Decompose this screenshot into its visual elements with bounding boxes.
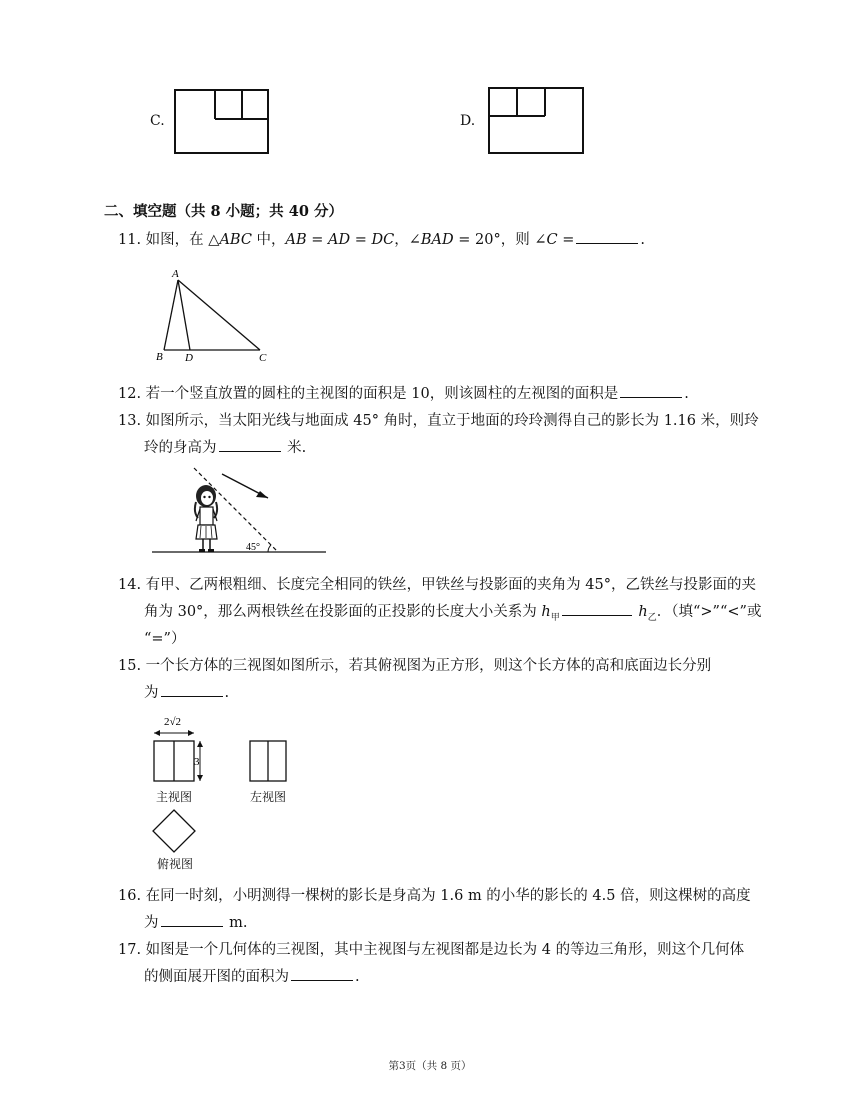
option-d-figure xyxy=(486,86,586,156)
q11-label-c: C xyxy=(259,352,267,364)
q14-sub-jia: 甲 xyxy=(550,612,560,623)
q15-line2b: . xyxy=(224,685,230,701)
q16-line2b: m. xyxy=(224,915,248,931)
q15-left-label: 左视图 xyxy=(250,790,287,804)
q11-condition: AB = AD = DC xyxy=(285,232,395,248)
q15-front-label: 主视图 xyxy=(156,790,193,804)
q11-text-d: = 20°，则 ∠ xyxy=(453,232,547,248)
q14-h2: h xyxy=(638,604,648,620)
q11-text-e: = xyxy=(557,232,575,248)
question-16 xyxy=(118,883,768,910)
question-11 xyxy=(118,227,768,254)
question-14 xyxy=(118,572,768,599)
q12-end: . xyxy=(684,386,689,402)
q13-line2a: 玲的身高为 xyxy=(144,440,217,456)
question-16-cont xyxy=(144,910,768,937)
q15-number: 15. xyxy=(118,658,142,674)
page-footer: 第3页（共 8 页） xyxy=(388,1060,472,1072)
q17-line1: 如图是一个几何体的三视图，其中主视图与左视图都是边长为 4 的等边三角形，则这个几何体 xyxy=(145,942,745,958)
q16-line1: 在同一时刻，小明测得一棵树的影长是身高为 1.6 m 的小华的影长的 4.5 倍，则这棵树的高度 xyxy=(145,888,751,904)
q14-number: 14. xyxy=(118,577,142,593)
question-17-cont xyxy=(144,964,768,991)
q16-line2a: 为 xyxy=(144,915,159,931)
q12-number: 12. xyxy=(118,386,142,402)
question-15-cont xyxy=(144,680,768,707)
q17-line2b: . xyxy=(355,969,360,985)
question-13-cont xyxy=(144,435,768,462)
question-17 xyxy=(118,937,768,964)
question-13 xyxy=(118,408,768,435)
q17-answer-blank[interactable] xyxy=(291,965,353,981)
q14-line3: “=”） xyxy=(144,631,186,647)
q14-line1: 有甲、乙两根粗细、长度完全相同的铁丝，甲铁丝与投影面的夹角为 45°，乙铁丝与投影面的夹 xyxy=(145,577,756,593)
q11-triangle: ABC xyxy=(219,232,252,248)
q11-text-a: 如图，在 △ xyxy=(145,232,220,248)
q15-dim-side: 3 xyxy=(194,756,200,768)
q12-text: 若一个竖直放置的圆柱的主视图的面积是 10，则该圆柱的左视图的面积是 xyxy=(145,386,619,402)
question-15 xyxy=(118,653,768,680)
q11-text-b: 中， xyxy=(251,232,286,248)
q11-label-b: B xyxy=(156,351,163,363)
q15-three-views-top xyxy=(148,712,308,792)
q11-label-a: A xyxy=(172,268,179,280)
q13-sunlight-figure xyxy=(150,466,330,558)
q17-line2a: 的侧面展开图的面积为 xyxy=(144,969,289,985)
question-14-cont2 xyxy=(144,626,768,653)
q11-angle-c: C xyxy=(546,232,558,248)
q13-line1: 如图所示，当太阳光线与地面成 45° 角时，直立于地面的玲玲测得自己的影长为 1.16 米，则玲 xyxy=(145,413,759,429)
q13-angle-label: 45° xyxy=(246,542,260,553)
option-c-label: C. xyxy=(150,113,165,129)
q11-text-c: ，∠ xyxy=(394,232,421,248)
q15-top-label: 俯视图 xyxy=(157,857,194,871)
q16-number: 16. xyxy=(118,888,142,904)
option-c-figure xyxy=(172,88,272,156)
q14-line2a: 角为 30°，那么两根铁丝在投影面的正投影的长度大小关系为 xyxy=(144,604,542,620)
q15-answer-blank[interactable] xyxy=(161,681,223,697)
section-title: 二、填空题（共 8 小题；共 40 分） xyxy=(104,203,343,220)
q14-sub-yi: 乙 xyxy=(647,612,657,623)
q11-number: 11. xyxy=(118,232,142,248)
q14-h1: h xyxy=(541,604,551,620)
q11-label-d: D xyxy=(185,352,193,364)
option-d-label: D. xyxy=(460,113,476,129)
q12-answer-blank[interactable] xyxy=(620,382,682,398)
q16-answer-blank[interactable] xyxy=(161,911,223,927)
q14-line2b: ．（填“>”“<”或 xyxy=(656,604,762,620)
q17-number: 17. xyxy=(118,942,142,958)
q15-line1: 一个长方体的三视图如图所示，若其俯视图为正方形，则这个长方体的高和底面边长分别 xyxy=(145,658,712,674)
q13-answer-blank[interactable] xyxy=(219,436,281,452)
girl-figure xyxy=(195,485,217,552)
q11-triangle-figure xyxy=(152,264,282,364)
q13-line2b: 米. xyxy=(282,440,307,456)
q15-top-view xyxy=(150,808,200,854)
q15-dim-top: 2√2 xyxy=(164,716,182,728)
q15-line2a: 为 xyxy=(144,685,159,701)
question-12 xyxy=(118,381,768,408)
q11-text-f: . xyxy=(640,232,645,248)
q14-answer-blank[interactable] xyxy=(562,600,632,616)
q11-answer-blank[interactable] xyxy=(576,228,638,244)
q13-number: 13. xyxy=(118,413,142,429)
q11-angle: BAD xyxy=(420,232,454,248)
